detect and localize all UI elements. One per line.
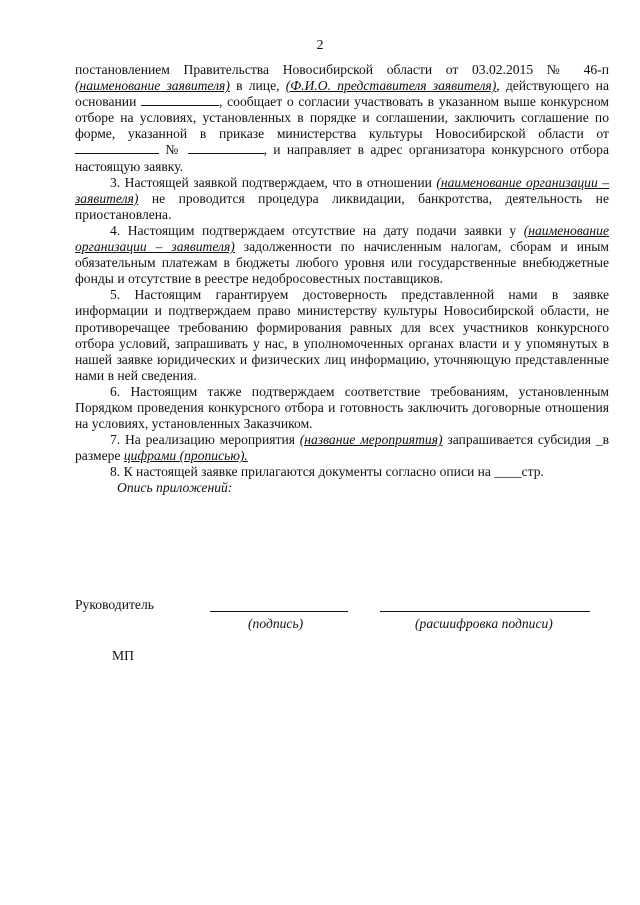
paragraph-5 — [75, 287, 609, 384]
paragraph-6 — [75, 384, 609, 432]
intro-text-4: , сообщает о согласии участвовать в указанном выше конкурсном отборе на условиях, установленных в порядке и соглашении, заключить соглашение по форме, указанной в приказе министерства культуры Новосибирской области от — [75, 94, 609, 142]
decoding-caption: (расшифровка подписи) — [415, 616, 553, 631]
p6-text-1: 6. Настоящим также подтверждаем соответствие требованиям, установленным Порядком проведения конкурсного отбора и готовность заключить договорные отношения на условиях, установленных Заказчиком. — [75, 383, 609, 432]
paragraph-4 — [75, 223, 609, 287]
paragraph-3 — [75, 175, 609, 223]
paragraph-8 — [75, 464, 609, 480]
order-number-blank — [188, 142, 264, 154]
signature-line — [210, 611, 348, 612]
organization-name-placeholder: (наименование организации – заявителя) — [75, 174, 609, 206]
organization-name-placeholder: (наименование организации – заявителя) — [75, 222, 609, 255]
representative-name-placeholder: (Ф.И.О. представителя заявителя) — [285, 78, 497, 94]
basis-blank — [141, 94, 219, 106]
p3-text-2: не проводится процедура ликвидации, банкротства, деятельность не приостановлена. — [75, 190, 609, 222]
intro-text-5: № — [159, 142, 188, 158]
p4-text-1: 4. Настоящим подтверждаем отсутствие на дату подачи заявки у — [110, 222, 524, 238]
p8-text-1: 8. К настоящей заявке прилагаются документы согласно описи на ____стр. — [110, 464, 544, 480]
intro-text-2: в лице, — [229, 78, 286, 94]
signature-caption: (подпись) — [248, 616, 304, 631]
paragraph-7 — [75, 432, 609, 464]
intro-text-1: постановлением Правительства Новосибирской области от 03.02.2015 № 46-п — [75, 62, 609, 77]
paragraph-intro — [75, 62, 609, 175]
attachments-label: Опись приложений: — [117, 480, 233, 496]
applicant-name-placeholder: (наименование заявителя) — [75, 78, 230, 94]
document-body — [75, 62, 609, 497]
head-label: Руководитель — [75, 597, 154, 612]
decoding-line — [380, 611, 590, 612]
p3-text-1: 3. Настоящей заявкой подтверждаем, что в отношении — [110, 174, 437, 190]
p5-text-1: 5. Настоящим гарантируем достоверность представленной нами в заявке информации и подтверждаем право министерству культуры Новосибирской области, не противоречащее требованию формирования равных для всех участников конкурсного отбора условий, запрашивать у нас, в уполномоченных органах власти и у упомянутых в нашей заявке юридических и физических лиц информацию, уточняющую представленные нами в ней сведения. — [75, 287, 609, 383]
subsidy-amount-placeholder: цифрами (прописью). — [123, 448, 248, 464]
intro-text-6: , и направляет в адрес организатора конкурсного отбора настоящую заявку. — [75, 142, 609, 174]
p4-text-2: задолженности по начисленным налогам, сборам и иным обязательным платежам в бюджеты любого уровня или государственные внебюджетные фонды и отсутствие в реестре недобросовестных поставщиков. — [75, 239, 609, 287]
intro-text-3: , действующего на основании — [75, 78, 609, 110]
p7-text-1: 7. На реализацию мероприятия — [110, 432, 300, 448]
signature-row — [75, 597, 609, 617]
seal-label: МП — [112, 648, 134, 663]
order-date-blank — [75, 142, 159, 154]
p7-text-2: запрашивается субсидия _в размере — [75, 432, 609, 464]
page-number: 2 — [316, 38, 324, 53]
event-name-placeholder: (название мероприятия) — [299, 432, 443, 448]
